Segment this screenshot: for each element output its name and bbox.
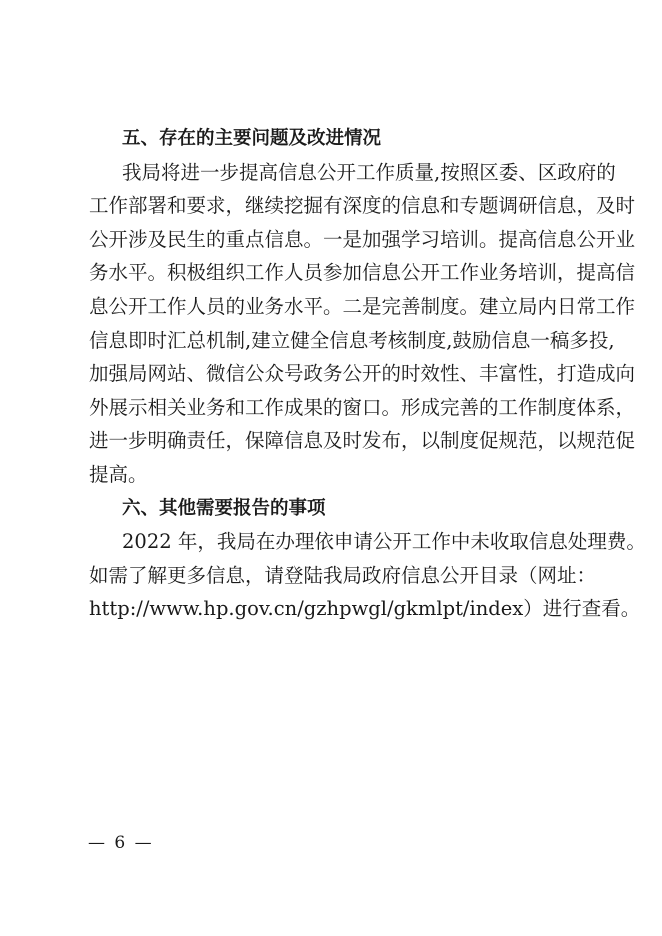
document-body — [89, 122, 646, 626]
paragraph-line: 提高。 — [89, 462, 148, 486]
paragraph-line: 我局将进一步提高信息公开工作质量,按照区委、区政府的 — [122, 160, 616, 184]
section-heading-5: 五、存在的主要问题及改进情况 — [122, 128, 382, 149]
paragraph-line: 2022 年，我局在办理依申请公开工作中未收取信息处理费。 — [122, 530, 646, 554]
paragraph-line: 如需了解更多信息，请登陆我局政府信息公开目录（网址： — [89, 563, 597, 587]
section-heading-6: 六、其他需要报告的事项 — [122, 497, 326, 519]
page-number: — 6 — — [88, 833, 154, 853]
section-5-paragraph — [89, 156, 636, 492]
paragraph-line: 外展示相关业务和工作成果的窗口。形成完善的工作制度体系， — [89, 395, 636, 419]
section-6-paragraph — [89, 525, 646, 626]
paragraph-line: 加强局网站、微信公众号政务公开的时效性、丰富性，打造成向 — [89, 362, 636, 386]
paragraph-line: 息公开工作人员的业务水平。二是完善制度。建立局内日常工作 — [89, 294, 636, 318]
paragraph-line: 公开涉及民生的重点信息。一是加强学习培训。提高信息公开业 — [89, 227, 636, 251]
paragraph-line: 工作部署和要求，继续挖掘有深度的信息和专题调研信息，及时 — [89, 194, 636, 218]
paragraph-line: 务水平。积极组织工作人员参加信息公开工作业务培训，提高信 — [89, 261, 636, 285]
paragraph-line: 进一步明确责任，保障信息及时发布，以制度促规范，以规范促 — [89, 429, 636, 453]
paragraph-line: 信息即时汇总机制,建立健全信息考核制度,鼓励信息一稿多投, — [89, 328, 615, 352]
paragraph-line-url: http://www.hp.gov.cn/gzhpwgl/gkmlpt/index）进行查看。 — [89, 597, 641, 621]
